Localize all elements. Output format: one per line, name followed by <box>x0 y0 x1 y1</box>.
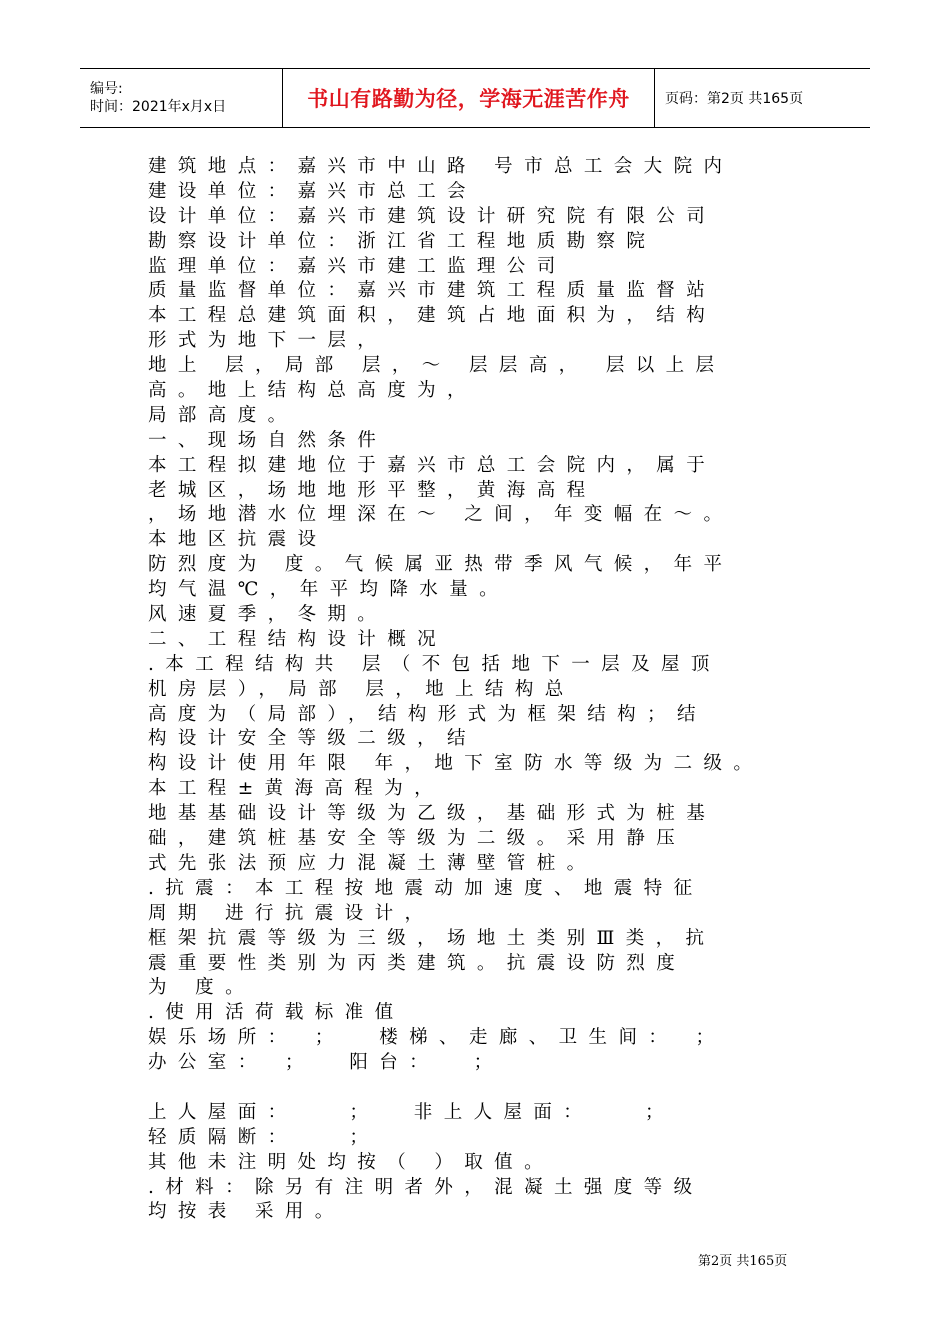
page-header <box>80 68 870 128</box>
body-line: 础，建筑桩基安全等级为二级。采用静压 <box>148 828 687 850</box>
header-motto: 书山有路勤为径，学海无涯苦作舟 <box>307 87 630 111</box>
body-line: 地基基础设计等级为乙级，基础形式为桩基 <box>148 803 717 825</box>
body-line <box>148 1076 838 1101</box>
body-line: 轻质隔断： ； <box>148 1126 380 1148</box>
header-page-info: 页码：第2页 共165页 <box>665 91 804 107</box>
body-line: 勘察设计单位：浙江省工程地质勘察院 <box>148 230 657 252</box>
body-line: 本工程总建筑面积，建筑占地面积为，结构 <box>148 305 717 327</box>
body-line: 老城区，场地地形平整，黄海高程 <box>148 479 597 501</box>
body-line: 建设单位：嘉兴市总工会 <box>148 180 477 202</box>
body-line: 风速夏季，冬期。 <box>148 604 388 626</box>
body-line: 设计单位：嘉兴市建筑设计研究院有限公司 <box>148 205 717 227</box>
body-line: 为 度。 <box>148 977 255 999</box>
body-line: 办公室： ； 阳台： ； <box>148 1052 504 1074</box>
body-line: 高度为（局部），结构形式为框架结构；结 <box>148 703 707 725</box>
body-line: 本地区抗震设 <box>148 529 328 551</box>
body-line: 防烈度为 度。气候属亚热带季风气候，年平 <box>148 554 734 576</box>
body-line: 均按表 采用。 <box>148 1201 345 1223</box>
body-text <box>148 155 838 1225</box>
body-line: 式先张法预应力混凝土薄壁管桩。 <box>148 852 597 874</box>
body-line: 本工程±黄海高程为， <box>148 778 445 800</box>
body-line: .抗震：本工程按地震动加速度、地震特征 <box>148 877 704 899</box>
body-line: 构设计安全等级二级，结 <box>148 728 477 750</box>
header-motto-cell <box>282 69 655 127</box>
body-line: 本工程拟建地位于嘉兴市总工会院内，属于 <box>148 454 717 476</box>
body-line: 高。地上结构总高度为， <box>148 380 477 402</box>
body-line: 构设计使用年限 年，地下室防水等级为二级。 <box>148 753 764 775</box>
page-footer: 第2页 共165页 <box>698 1254 788 1269</box>
body-line: 监理单位：嘉兴市建工监理公司 <box>148 255 567 277</box>
body-line: 局部高度。 <box>148 404 298 426</box>
body-line: 框架抗震等级为三级，场地土类别Ⅲ类，抗 <box>148 927 716 949</box>
body-line: 震重要性类别为丙类建筑。抗震设防烈度 <box>148 952 687 974</box>
body-line: 机房层），局部 层，地上结构总 <box>148 678 575 700</box>
body-line: 均气温℃，年平均降水量。 <box>148 579 509 601</box>
body-line: 二、工程结构设计概况 <box>148 628 448 650</box>
doc-time-label: 时间：2021年x月x日 <box>90 99 227 115</box>
body-line: .材料：除另有注明者外，混凝土强度等级 <box>148 1176 704 1198</box>
doc-number-label: 编号: <box>90 81 123 97</box>
body-line: 娱乐场所： ； 楼梯、走廊、卫生间： ； <box>148 1027 726 1049</box>
body-line: 一、现场自然条件 <box>148 429 388 451</box>
body-line: 形式为地下一层， <box>148 330 388 352</box>
body-line: 周期 进行抗震设计， <box>148 902 435 924</box>
body-line: .使用活荷载标准值 <box>148 1002 405 1024</box>
body-line: 建筑地点：嘉兴市中山路 号市总工会大院内 <box>148 156 734 177</box>
body-line: 其他未注明处均按（ ）取值。 <box>148 1151 554 1173</box>
body-line: 质量监督单位：嘉兴市建筑工程质量监督站 <box>148 280 717 302</box>
header-meta <box>80 69 282 127</box>
body-line: .本工程结构共 层（不包括地下一层及屋顶 <box>148 653 721 675</box>
body-line: 地上 层，局部 层，～ 层层高， 层以上层 <box>148 355 726 377</box>
body-line: 上人屋面： ； 非上人屋面： ； <box>148 1101 675 1123</box>
body-line: ，场地潜水位埋深在～ 之间，年变幅在～。 <box>148 504 734 526</box>
